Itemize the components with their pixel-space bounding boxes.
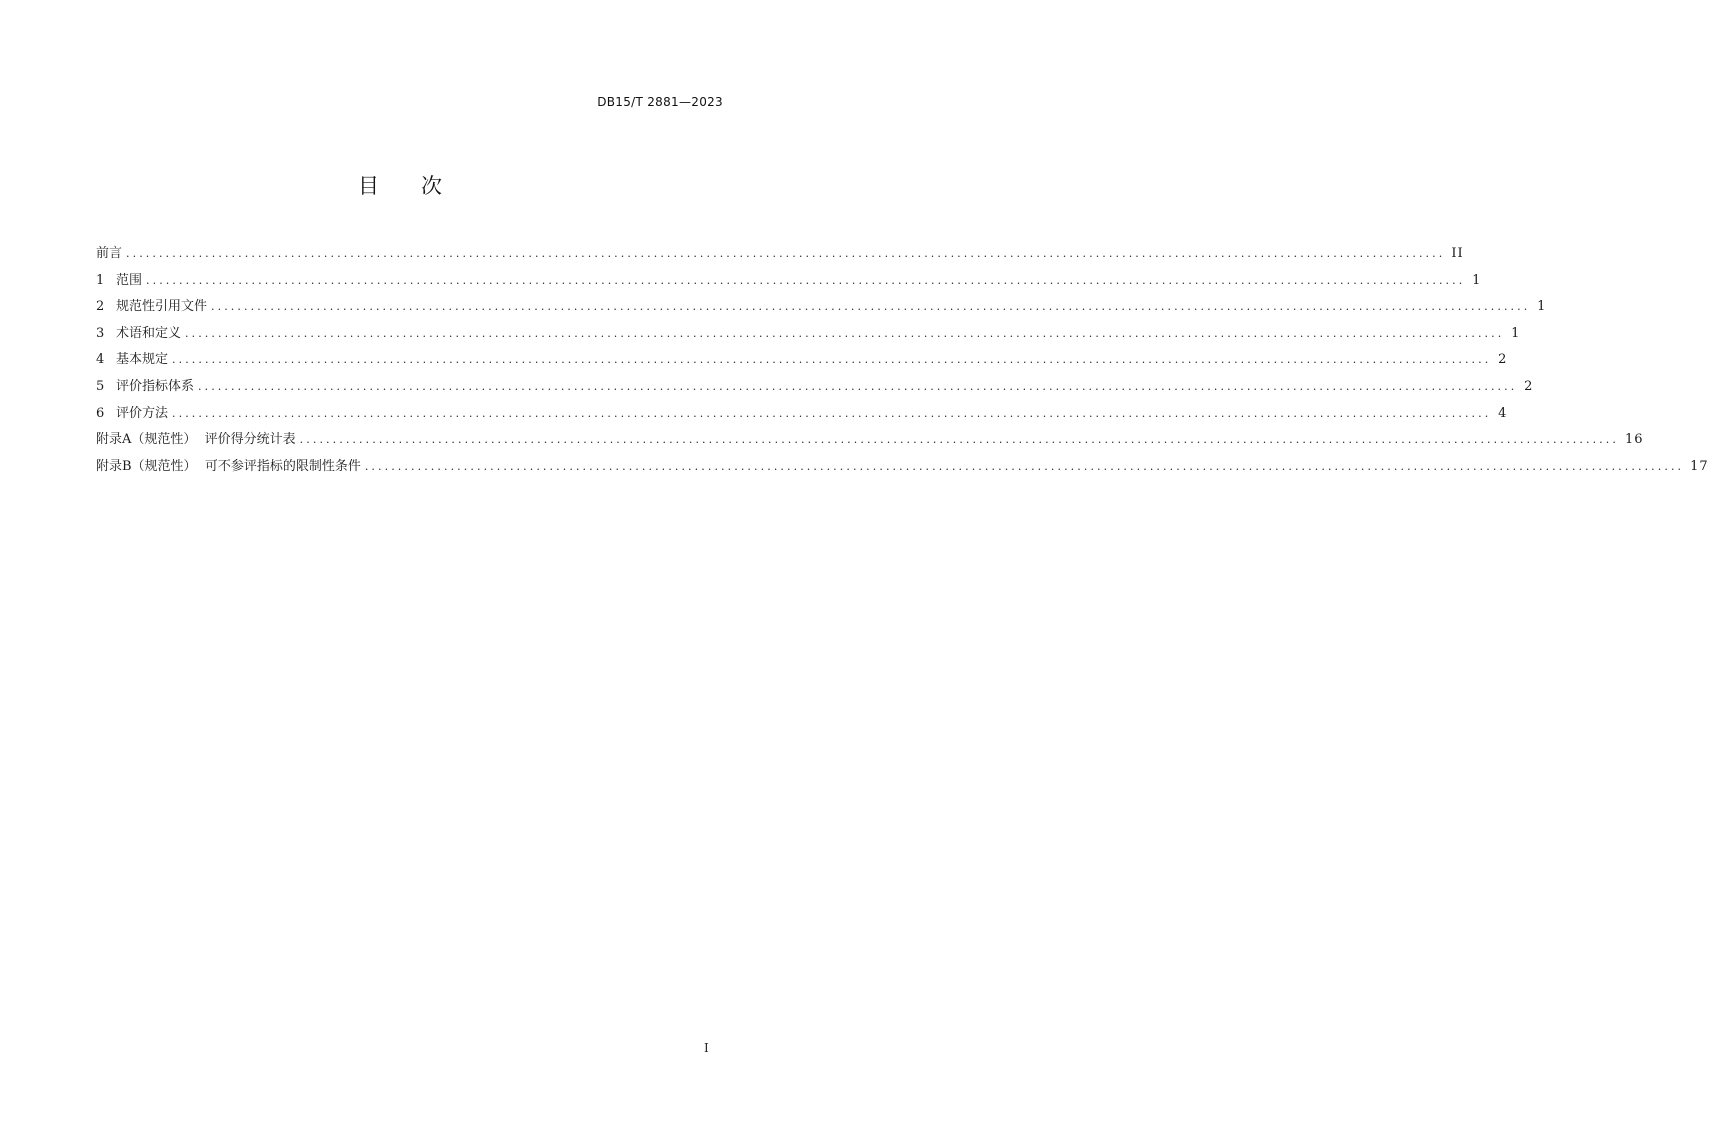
toc-leader-dots: ........................................................................................................................................................................................................: [172, 353, 1492, 367]
toc-entry-terms-definitions[interactable]: [96, 322, 1521, 349]
page-number: I: [704, 1041, 709, 1055]
toc-entry-page: 17: [1690, 458, 1709, 474]
toc-entry-scope[interactable]: [96, 269, 1482, 296]
toc-entry-page: 2: [1524, 378, 1534, 394]
toc-entry-label: 基本规定: [116, 352, 169, 368]
toc-entry-number: 4: [96, 352, 105, 368]
toc-entry-appendix-b[interactable]: [96, 455, 1709, 482]
toc-leader-dots: ........................................................................................................................................................................................................: [146, 273, 1466, 287]
toc-leader-dots: ........................................................................................................................................................................................................: [126, 247, 1446, 260]
toc-entry-basic-provisions[interactable]: [96, 348, 1508, 375]
toc-leader-dots: ........................................................................................................................................................................................................: [364, 459, 1685, 473]
toc-entry-indicator-system[interactable]: [96, 375, 1534, 402]
toc-entry-label: 术语和定义: [116, 325, 182, 341]
toc-entry-number: 2: [96, 299, 105, 315]
toc-leader-dots: ........................................................................................................................................................................................................: [299, 433, 1619, 447]
toc-entry-page: 1: [1472, 272, 1482, 288]
toc-entry-page: 1: [1511, 325, 1521, 341]
toc-leader-dots: ........................................................................................................................................................................................................: [172, 406, 1492, 420]
toc-entry-label: 评价指标体系: [116, 378, 195, 394]
toc-entry-label: 附录B（规范性） 可不参评指标的限制性条件: [96, 458, 361, 474]
toc-entry-page: 1: [1537, 299, 1547, 315]
table-of-contents: [96, 242, 1709, 481]
toc-entry-page: 16: [1624, 432, 1644, 448]
toc-leader-dots: ........................................................................................................................................................................................................: [185, 326, 1505, 340]
toc-entry-page: II: [1451, 246, 1464, 261]
toc-entry-number: 5: [96, 378, 105, 394]
toc-leader-dots: ........................................................................................................................................................................................................: [198, 379, 1518, 393]
toc-entry-label: 评价方法: [116, 405, 169, 421]
toc-entry-number: 6: [96, 405, 105, 421]
toc-entry-page: 2: [1498, 352, 1508, 368]
toc-entry-label: 附录A（规范性） 评价得分统计表: [96, 432, 296, 448]
toc-entry-normative-references[interactable]: [96, 295, 1547, 322]
toc-entry-number: 3: [96, 325, 105, 341]
toc-entry-label: 范围: [116, 272, 143, 288]
toc-entry-appendix-a[interactable]: [96, 428, 1644, 455]
toc-entry-number: 1: [96, 272, 105, 288]
toc-entry-foreword[interactable]: [96, 242, 1464, 269]
toc-entry-label: 前言: [96, 246, 123, 261]
toc-entry-evaluation-method[interactable]: [96, 402, 1508, 429]
page-title: 目次: [358, 174, 484, 198]
toc-leader-dots: ........................................................................................................................................................................................................: [211, 300, 1531, 314]
toc-entry-page: 4: [1498, 405, 1508, 421]
toc-entry-label: 规范性引用文件: [116, 299, 208, 315]
document-code: DB15/T 2881—2023: [597, 95, 723, 109]
